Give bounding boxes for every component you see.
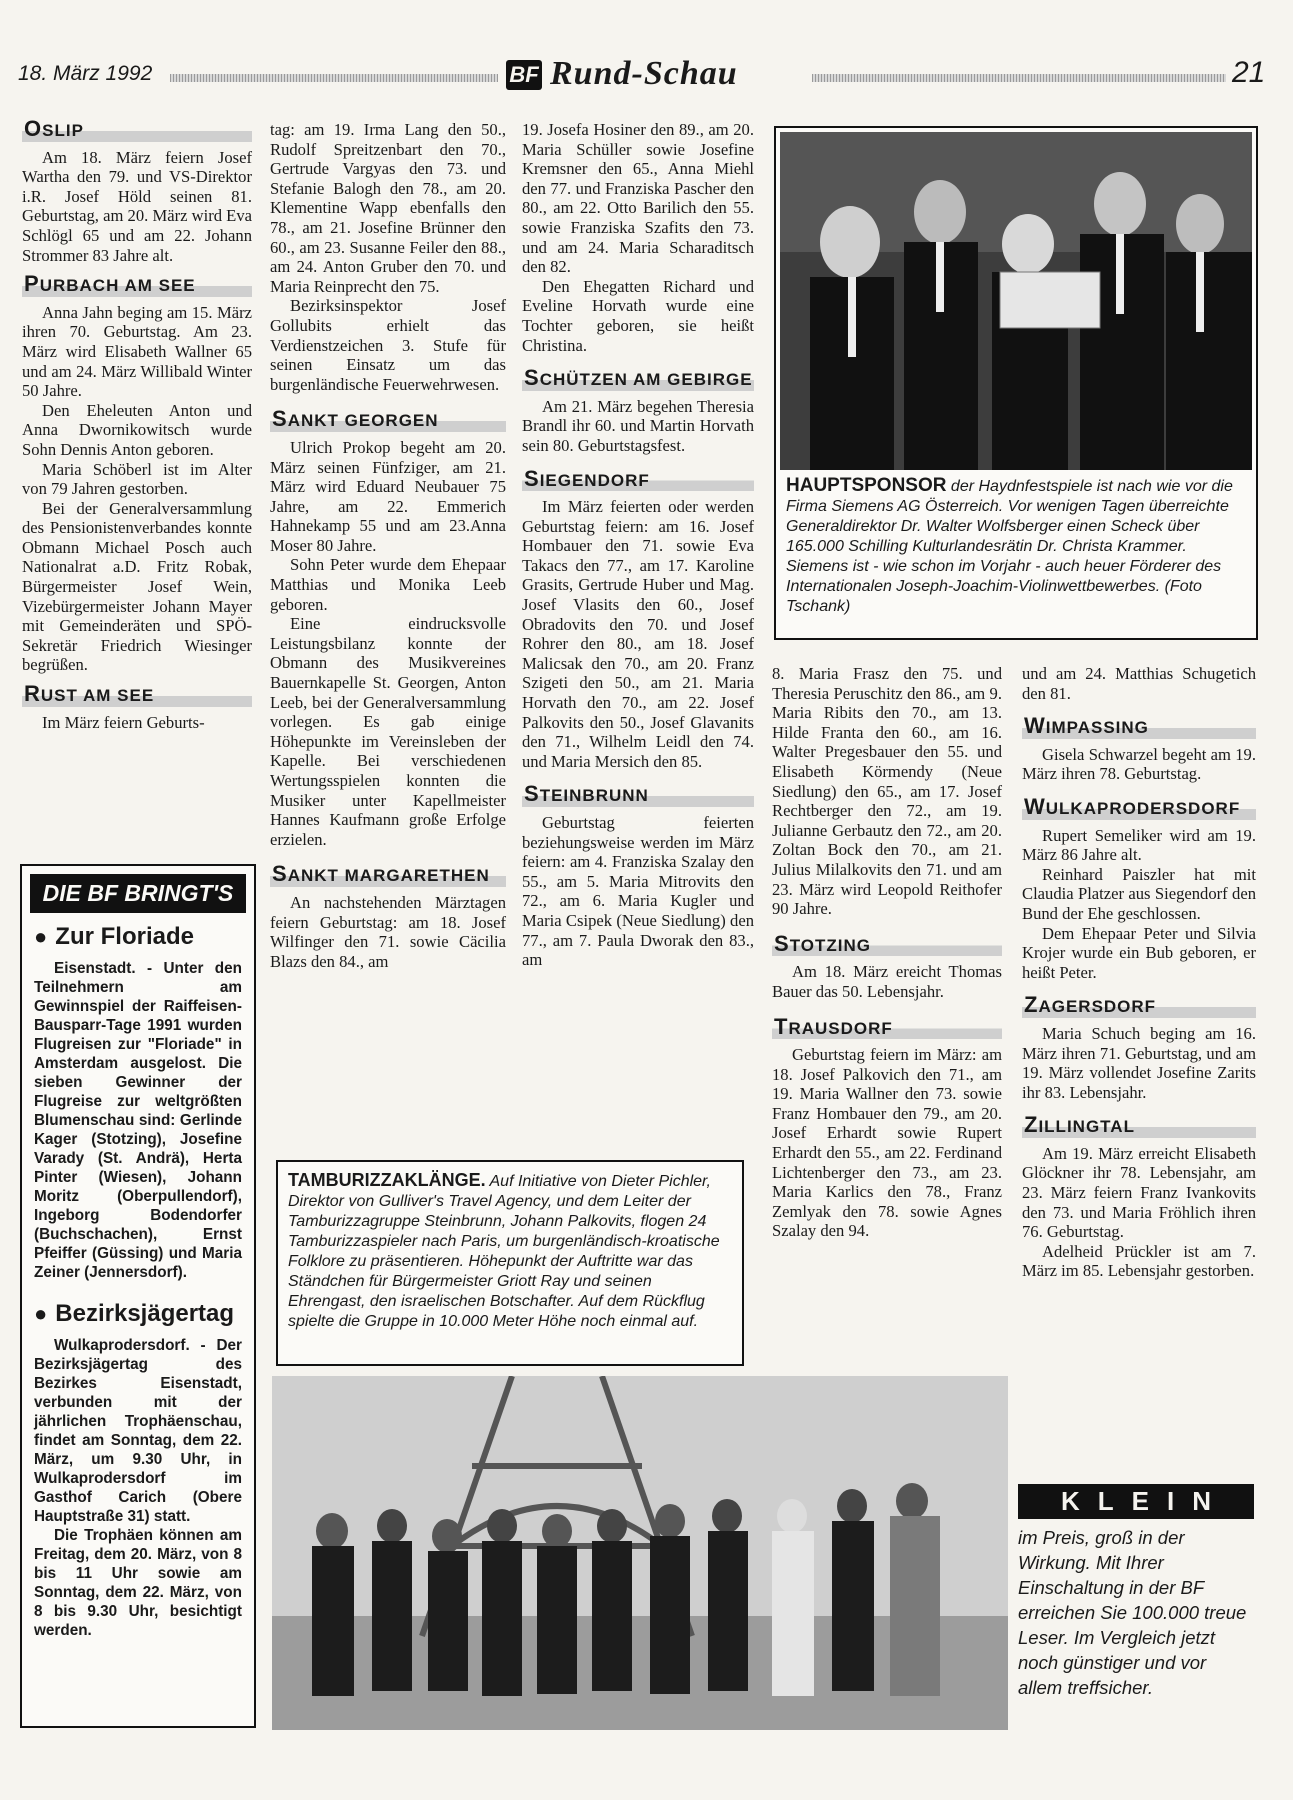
klein-ad bbox=[1018, 1484, 1254, 1700]
section-heading: ZILLINGTAL bbox=[1022, 1114, 1256, 1138]
column-2 bbox=[270, 120, 506, 971]
bf-item-title: ● Zur Floriade bbox=[34, 923, 242, 951]
paragraph: Am 18. März ereicht Thomas Bauer das 50. Lebensjahr. bbox=[772, 962, 1002, 1001]
section-heading: RUST AM SEE bbox=[22, 683, 252, 707]
paragraph: Anna Jahn beging am 15. März ihren 70. Geburtstag. Am 23. März wird Elisabeth Wallner 65 und am 24. März Willibald Winter 50 Jahre. bbox=[22, 302, 252, 401]
column-1 bbox=[22, 110, 252, 732]
paragraph: Am 19. März erreicht Elisabeth Glöckner ihr 78. Lebensjahr, am 23. März feiern Franz Ivankovits den 73. und Maria Fröhlich ihren 76. Geburtstag. bbox=[1022, 1143, 1256, 1242]
paragraph: und am 24. Matthias Schugetich den 81. bbox=[1022, 664, 1256, 703]
paragraph: Eine eindrucksvolle Leistungsbilanz konnte der Obmann des Musikvereines Bauernkapelle St. Georgen, Anton Leeb, bei der Generalversammlung vorlegen. Es gab einige Höhepunkte im Vereinsleben der Kapelle. Bei verschiedenen Wertungsspielen konnten die Musiker unter Kapellmeister Hannes Kaufmann große Erfolge erzielen. bbox=[270, 614, 506, 849]
paragraph: 8. Maria Frasz den 75. und Theresia Peruschitz den 86., am 9. Maria Ribits den 70., am 13. Hilde Franta den 60., am 16. Walter Pregesbauer den 55. und Elisabeth Körmendy (Neue Siedlung) den 65., am 17. Josef Rechtberger den 72., am 19. Julianne Gerbautz den 72., am 20. Zoltan Bock den 70., am 21. Julius Milalkovits den 71. und am 23. März wird Leopold Reithofer 90 Jahre. bbox=[772, 664, 1002, 919]
page-header bbox=[18, 55, 1266, 98]
header-rule-left bbox=[170, 74, 498, 82]
paragraph: Geburtstag feierten beziehungsweise werden im März feiern: am 4. Franziska Szalay den 55., am 5. Maria Mitrovits den 72., am 6. Maria Kugler und Maria Csipek (Neue Siedlung) den 77., am 7. Paula Dworak den 83., am bbox=[522, 813, 754, 970]
section-heading: STEINBRUNN bbox=[522, 783, 754, 807]
section-heading: OSLIP bbox=[22, 118, 252, 142]
section-heading: STOTZING bbox=[772, 933, 1002, 957]
paragraph: Am 21. März begehen Theresia Brandl ihr 60. und Martin Horvath sein 80. Geburtstagsfest. bbox=[522, 396, 754, 455]
caption-lead: HAUPTSPONSOR bbox=[786, 475, 947, 496]
paragraph: Im März feiern Geburts- bbox=[42, 712, 205, 732]
paragraph: Den Eheleuten Anton und Anna Dwornikowitsch wurde Sohn Dennis Anton geboren. bbox=[22, 400, 252, 459]
paragraph: Maria Schöberl ist im Alter von 79 Jahren gestorben. bbox=[22, 459, 252, 499]
paragraph: tag: am 19. Irma Lang den 50., Rudolf Spreitzenbart den 70., Gertrude Vargyas den 73. und Stefanie Balogh den 78., am 20. Klementine Wapp ebenfalls den 78., am 21. Josefine Brünner den 60., am 23. Susanne Feiler den 88., am 24. Anton Gruber den 70. und Maria Reinprecht den 75. bbox=[270, 120, 506, 296]
paragraph: Reinhard Paiszler hat mit Claudia Platzer aus Siegendorf den Bund der Ehe geschlossen. bbox=[1022, 864, 1256, 923]
section-heading: WULKAPRODERSDORF bbox=[1022, 796, 1256, 820]
paragraph: An nachstehenden Märztagen feiern Geburtstag: am 18. Josef Wilfinger den 71. sowie Cäcilia Blazs den 84., am bbox=[270, 892, 506, 971]
paragraph: Bezirksinspektor Josef Gollubits erhielt das Verdienstzeichen 3. Stufe für seinen Einsatz um das burgenländische Feuerwehrwesen. bbox=[270, 296, 506, 394]
bf-bringts-box bbox=[20, 864, 256, 1728]
sponsor-photo-box bbox=[774, 126, 1258, 640]
paragraph: Im März feierten oder werden Geburtstag feiern: am 16. Josef Hombauer den 71. sowie Eva Takacs den 77., am 17. Karoline Grasits, Gertrude Huber und Mag. Josef Vlasits den 60., Josef Obradovits den 70. und Josef Rohrer den 80., am 18. Josef Malicsak den 70., am 20. Franz Szigeti den 50., am 21. Maria Horvath den 70., am 22. Josef Palkovits den 50., Josef Glavanits den 71., Wilhelm Leidl den 74. und Maria Mersich den 85. bbox=[522, 497, 754, 771]
column-4 bbox=[772, 664, 1002, 1241]
paragraph: Rupert Semeliker wird am 19. März 86 Jahre alt. bbox=[1022, 825, 1256, 865]
bf-item-text: Die Trophäen können am Freitag, dem 20. März, von 8 bis 11 Uhr sowie am Sonntag, dem 22. März, von 8 bis 9.30 Uhr, besichtigt werden. bbox=[34, 1527, 242, 1639]
caption-text: der Haydnfestspiele ist nach wie vor die Firma Siemens AG Österreich. Vor wenigen Tagen überreichte Generaldirektor Dr. Walter Wolfsberger einen Scheck über 165.000 Schilling Kulturlandesrätin Dr. Christa Krammer. Siemens ist - wie schon im Vorjahr - auch heuer Förderer des Internationalen Joseph-Joachim-Violinwettbewerbes. (Foto Tschank) bbox=[786, 478, 1233, 615]
column-5 bbox=[1022, 664, 1256, 1281]
paragraph: Bei der Generalversammlung des Pensionistenverbandes konnte Obmann Michael Posch auch Nationalrat a.D. Fritz Robak, Bürgermeister Josef Wein, Vizebürgermeister Johann Mayer mit Gemeinderäten und SPÖ-Sekretär Friedrich Wiesinger begrüßen. bbox=[22, 498, 252, 675]
section-title: Rund-Schau bbox=[550, 55, 738, 92]
page-number: 21 bbox=[1232, 56, 1266, 89]
tamburizza-caption bbox=[276, 1160, 744, 1366]
paragraph: Ulrich Prokop begeht am 20. März seinen Fünfziger, am 21. März wird Eduard Neubauer 75 Jahre, am 22. Emmerich Hahnekamp 55 und am 23.Anna Moser 80 Jahre. bbox=[270, 437, 506, 555]
bf-item-title: ● Bezirksjägertag bbox=[34, 1300, 242, 1328]
paragraph: Den Ehegatten Richard und Eveline Horvath wurde eine Tochter geboren, sie heißt Christina. bbox=[522, 276, 754, 355]
bf-logo: BF bbox=[506, 60, 542, 90]
bf-bringts-title: DIE BF BRINGT'S bbox=[30, 874, 246, 913]
klein-text: im Preis, groß in der Wirkung. Mit Ihrer Einschaltung in der BF erreichen Sie 100.000 treue Leser. Im Vergleich jetzt noch günstiger und vor allem treffsicher. bbox=[1018, 1527, 1247, 1698]
paragraph: Am 18. März feiern Josef Wartha den 79. und VS-Direktor i.R. Josef Höld seinen 81. Geburtstag, am 20. März wird Eva Schlögl 65 und am 22. Johann Strommer 83 Jahre alt. bbox=[22, 147, 252, 265]
sponsor-caption bbox=[786, 476, 1246, 617]
bf-item-text: Wulkaprodersdorf. - Der Bezirksjägertag des Bezirkes Eisenstadt, verbunden mit der jährlichen Trophäenschau, findet am Sonntag, dem 22. März, um 9.30 Uhr, in Wulkaprodersdorf im Gasthof Carich (Obere Hauptstraße 31) statt. bbox=[34, 1337, 242, 1525]
section-heading: SIEGENDORF bbox=[522, 468, 754, 492]
caption-text: Auf Initiative von Dieter Pichler, Direktor von Gulliver's Travel Agency, und dem Leiter der Tamburizzagruppe Steinbrunn, Johann Palkovits, flogen 24 Tamburizzaspieler nach Paris, um burgenländisch-kroatische Folklore zu präsentieren. Höhepunkt der Auftritte war das Ständchen für Bürgermeister Griott Ray und seinen Ehrengast, den israelischen Botschafter. Auf dem Rückflug spielte die Gruppe in 10.000 Meter Höhe noch einmal auf. bbox=[288, 1173, 720, 1330]
section-heading: PURBACH AM SEE bbox=[22, 273, 252, 297]
paragraph: Geburtstag feiern im März: am 18. Josef Palkovich den 71., am 19. Maria Wallner den 73. sowie Franz Hombauer den 79., am 20. Josef Erhardt sowie Rupert Erhardt den 55., am 22. Ferdinand Lichtenberger den 73., am 23. Maria Karlics den 78., Franz Zemlyak den 78. sowie Agnes Szalay den 94. bbox=[772, 1045, 1002, 1241]
section-heading: TRAUSDORF bbox=[772, 1016, 1002, 1040]
section-heading: WIMPASSING bbox=[1022, 715, 1256, 739]
header-rule-right bbox=[812, 74, 1226, 82]
section-heading: SANKT GEORGEN bbox=[270, 408, 506, 432]
paragraph: 19. Josefa Hosiner den 89., am 20. Maria Schüller sowie Josefine Kremsner den 65., Anna Miehl den 77. und Franziska Pascher den 80., am 22. Otto Barilich den 55. sowie Franziska Szafits den 73. und am 24. Maria Scharaditsch den 82. bbox=[522, 120, 754, 277]
section-heading: ZAGERSDORF bbox=[1022, 994, 1256, 1018]
bf-item-text: Eisenstadt. - Unter den Teilnehmern am Gewinnspiel der Raiffeisen-Bausparr-Tage 1991 wurden Flugreisen zur "Floriade" in Amsterdam ausgelost. Die sieben Gewinner der Flugreise zur weltgrößten Blumenschau sind: Gerlinde Kager (Stotzing), Josefine Varady (St. Andrä), Herta Pinter (Wiesen), Johann Moritz (Oberpullendorf), Ingeborg Bodendorfer (Buchschachen), Ernst Pfeiffer (Güssing) und Maria Zeiner (Jennersdorf). bbox=[34, 960, 242, 1281]
caption-lead: TAMBURIZZAKLÄNGE. bbox=[288, 1170, 486, 1190]
paragraph: Dem Ehepaar Peter und Silvia Krojer wurde ein Bub geboren, er heißt Peter. bbox=[1022, 923, 1256, 982]
sponsor-photo bbox=[780, 132, 1252, 470]
section-heading: SANKT MARGARETHEN bbox=[270, 863, 506, 887]
klein-title: KLEIN bbox=[1018, 1484, 1254, 1519]
tamburizza-photo bbox=[272, 1376, 1008, 1730]
section-heading: SCHÜTZEN AM GEBIRGE bbox=[524, 365, 753, 391]
column-3 bbox=[522, 120, 754, 970]
paragraph: Maria Schuch beging am 16. März ihren 71. Geburtstag, und am 19. März vollendet Josefine Zarits ihr 83. Lebensjahr. bbox=[1022, 1023, 1256, 1102]
paragraph: Sohn Peter wurde dem Ehepaar Matthias und Monika Leeb geboren. bbox=[270, 555, 506, 614]
paragraph: Gisela Schwarzel begeht am 19. März ihren 78. Geburtstag. bbox=[1022, 744, 1256, 784]
paragraph: Adelheid Prückler ist am 7. März im 85. Lebensjahr gestorben. bbox=[1022, 1241, 1256, 1281]
issue-date: 18. März 1992 bbox=[18, 62, 153, 85]
